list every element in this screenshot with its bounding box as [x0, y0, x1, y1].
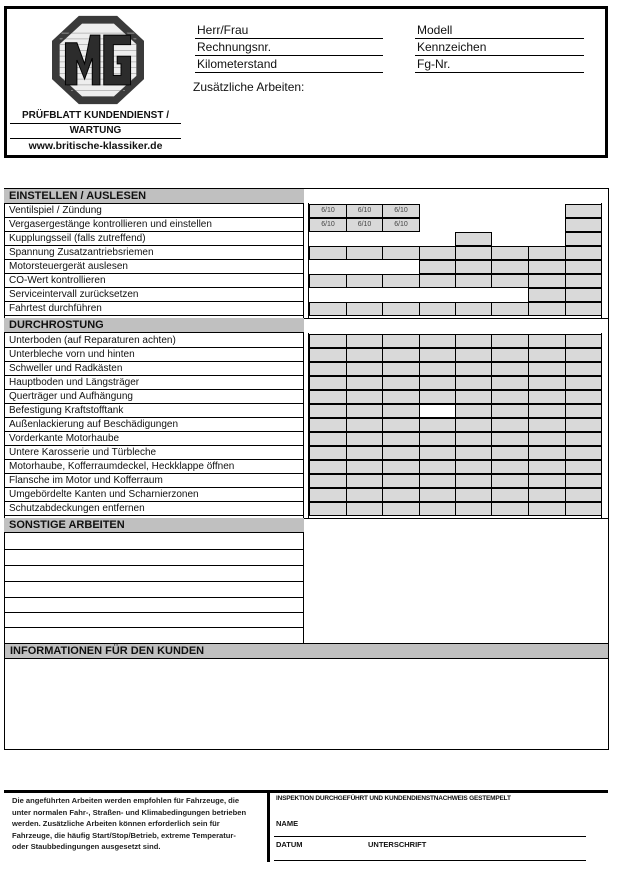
interval-checkbox[interactable] — [565, 390, 602, 404]
checklist-item: Untere Karosserie und Türbleche — [4, 446, 304, 460]
interval-checkbox[interactable] — [309, 390, 347, 404]
interval-checkbox[interactable] — [309, 404, 347, 418]
mg-logo-icon — [50, 14, 146, 106]
interval-checkbox[interactable] — [346, 418, 383, 432]
checklist-item: Serviceintervall zurücksetzen — [4, 288, 304, 302]
section-divider — [304, 318, 609, 319]
interval-checkbox[interactable] — [419, 502, 456, 516]
checklist-item: Schweller und Radkästen — [4, 362, 304, 376]
section-divider — [304, 518, 609, 519]
interval-checkbox[interactable] — [528, 432, 566, 446]
interval-checkbox[interactable] — [419, 348, 456, 362]
interval-checkbox[interactable] — [382, 348, 420, 362]
interval-checkbox[interactable] — [491, 488, 529, 502]
interval-checkbox[interactable]: 6/10 — [346, 204, 383, 218]
invoice-number-field[interactable]: Rechnungsnr. — [195, 39, 383, 56]
interval-checkbox[interactable] — [346, 390, 383, 404]
checklist-item: Unterbleche vorn und hinten — [4, 348, 304, 362]
interval-checkbox[interactable] — [565, 288, 602, 302]
interval-checkbox[interactable] — [565, 404, 602, 418]
interval-checkbox[interactable] — [346, 474, 383, 488]
interval-checkbox[interactable] — [309, 474, 347, 488]
form-title-line2: WARTUNG — [10, 125, 181, 139]
interval-checkbox[interactable] — [491, 274, 529, 288]
other-work-line[interactable] — [4, 550, 304, 566]
chassis-number-field[interactable]: Fg-Nr. — [415, 56, 584, 73]
interval-checkbox[interactable] — [382, 404, 420, 418]
interval-checkbox[interactable] — [346, 334, 383, 348]
footer-divider — [4, 790, 608, 793]
interval-checkbox[interactable] — [382, 474, 420, 488]
interval-checkbox[interactable] — [419, 404, 456, 418]
checklist-item: Motorsteuergerät auslesen — [4, 260, 304, 274]
license-plate-field[interactable]: Kennzeichen — [415, 39, 584, 56]
interval-checkbox[interactable] — [382, 376, 420, 390]
checklist-item: Kupplungsseil (falls zutreffend) — [4, 232, 304, 246]
disclaimer-text: Die angeführten Arbeiten werden empfohlen für Fahrzeuge, die unter normalen Fahr-, Straßen- und Klimabedingungen betrieben werden. Zusätzliche Arbeiten können erforderlich sein für Fahrzeuge, die häufig Start/Stop/Betrieb, extreme Temperatur- oder Staubbedingungen ausgesetzt sind. — [12, 796, 247, 851]
interval-checkbox[interactable] — [382, 432, 420, 446]
interval-checkbox[interactable] — [455, 334, 492, 348]
checklist-item: Querträger und Aufhängung — [4, 390, 304, 404]
other-work-line[interactable] — [4, 534, 304, 550]
interval-checkbox[interactable] — [309, 376, 347, 390]
interval-checkbox[interactable]: 6/10 — [309, 204, 347, 218]
interval-checkbox[interactable] — [491, 474, 529, 488]
name-line[interactable] — [274, 836, 586, 837]
footer-vertical-divider — [267, 790, 270, 862]
interval-checkbox[interactable] — [309, 432, 347, 446]
section-header-info: INFORMATIONEN FÜR DEN KUNDEN — [5, 644, 608, 659]
interval-checkbox[interactable] — [419, 488, 456, 502]
interval-checkbox[interactable] — [309, 334, 347, 348]
interval-checkbox[interactable] — [382, 488, 420, 502]
interval-checkbox[interactable] — [491, 418, 529, 432]
interval-checkbox[interactable] — [565, 362, 602, 376]
interval-checkbox[interactable] — [455, 376, 492, 390]
date-label: DATUM — [276, 840, 303, 849]
interval-checkbox[interactable] — [528, 404, 566, 418]
interval-checkbox[interactable] — [528, 362, 566, 376]
interval-checkbox[interactable] — [491, 502, 529, 516]
interval-checkbox[interactable] — [455, 260, 492, 274]
checklist-item: Motorhaube, Kofferraumdeckel, Heckklappe öffnen — [4, 460, 304, 474]
checklist-item: Fahrtest durchführen — [4, 302, 304, 316]
interval-checkbox[interactable] — [346, 362, 383, 376]
website-link[interactable]: www.britische-klassiker.de — [28, 140, 163, 152]
interval-checkbox[interactable] — [455, 418, 492, 432]
interval-checkbox[interactable] — [565, 274, 602, 288]
other-work-line[interactable] — [4, 566, 304, 582]
interval-checkbox[interactable]: 6/10 — [346, 218, 383, 232]
interval-checkbox[interactable] — [491, 460, 529, 474]
interval-checkbox[interactable] — [528, 274, 566, 288]
interval-checkbox[interactable] — [565, 218, 602, 232]
interval-checkbox[interactable] — [455, 404, 492, 418]
interval-checkbox[interactable] — [382, 390, 420, 404]
interval-checkbox[interactable] — [346, 302, 383, 316]
interval-checkbox[interactable] — [382, 446, 420, 460]
inspection-label: INSPEKTION DURCHGEFÜHRT UND KUNDENDIENSTNACHWEIS GESTEMPELT — [276, 795, 511, 802]
additional-work-label: Zusätzliche Arbeiten: — [193, 80, 305, 94]
interval-checkbox[interactable] — [528, 348, 566, 362]
customer-info-box[interactable] — [4, 643, 609, 750]
interval-checkbox[interactable] — [455, 488, 492, 502]
interval-checkbox[interactable] — [346, 274, 383, 288]
interval-checkbox[interactable] — [455, 232, 492, 246]
interval-checkbox[interactable] — [346, 446, 383, 460]
interval-checkbox[interactable] — [528, 446, 566, 460]
section-header-einstellen: EINSTELLEN / AUSLESEN — [4, 189, 304, 204]
interval-checkbox[interactable] — [528, 502, 566, 516]
interval-checkbox[interactable] — [528, 488, 566, 502]
interval-checkbox[interactable] — [309, 460, 347, 474]
interval-checkbox[interactable] — [491, 334, 529, 348]
checklist-item: Umgebördelte Kanten und Scharnierzonen — [4, 488, 304, 502]
interval-checkbox[interactable] — [419, 474, 456, 488]
interval-checkbox[interactable] — [528, 460, 566, 474]
interval-checkbox[interactable] — [382, 460, 420, 474]
checklist-item: Vorderkante Motorhaube — [4, 432, 304, 446]
interval-checkbox[interactable] — [565, 302, 602, 316]
interval-checkbox[interactable] — [491, 390, 529, 404]
interval-checkbox[interactable] — [491, 446, 529, 460]
interval-checkbox[interactable] — [346, 432, 383, 446]
checklist-item: Befestigung Kraftstofftank — [4, 404, 304, 418]
interval-checkbox[interactable] — [419, 302, 456, 316]
interval-checkbox[interactable] — [309, 246, 347, 260]
interval-checkbox[interactable] — [491, 362, 529, 376]
interval-checkbox[interactable] — [382, 362, 420, 376]
other-work-line[interactable] — [4, 612, 304, 628]
interval-checkbox[interactable] — [419, 418, 456, 432]
model-field[interactable]: Modell — [415, 22, 584, 39]
interval-checkbox[interactable] — [528, 246, 566, 260]
interval-checkbox[interactable] — [528, 376, 566, 390]
interval-checkbox[interactable] — [565, 432, 602, 446]
interval-checkbox[interactable] — [419, 274, 456, 288]
interval-checkbox[interactable] — [565, 446, 602, 460]
interval-checkbox[interactable] — [565, 260, 602, 274]
interval-checkbox[interactable] — [528, 334, 566, 348]
interval-checkbox[interactable] — [309, 348, 347, 362]
interval-checkbox[interactable] — [382, 502, 420, 516]
checklist-item: Hauptboden und Längsträger — [4, 376, 304, 390]
section-header-durchrostung: DURCHROSTUNG — [4, 318, 304, 333]
interval-checkbox[interactable]: 6/10 — [309, 218, 347, 232]
interval-checkbox[interactable] — [528, 260, 566, 274]
interval-checkbox[interactable] — [455, 362, 492, 376]
checklist-item: Spannung Zusatzantriebsriemen — [4, 246, 304, 260]
interval-checkbox[interactable] — [455, 460, 492, 474]
interval-checkbox[interactable] — [455, 446, 492, 460]
interval-checkbox[interactable] — [565, 460, 602, 474]
interval-checkbox[interactable] — [528, 302, 566, 316]
name-label: NAME — [276, 819, 299, 828]
interval-checkbox[interactable] — [309, 274, 347, 288]
interval-checkbox[interactable] — [419, 432, 456, 446]
interval-checkbox[interactable] — [491, 348, 529, 362]
checklist-item: Flansche im Motor und Kofferraum — [4, 474, 304, 488]
interval-checkbox[interactable] — [346, 348, 383, 362]
interval-checkbox[interactable] — [565, 348, 602, 362]
interval-checkbox[interactable] — [309, 362, 347, 376]
interval-checkbox[interactable] — [419, 260, 456, 274]
interval-checkbox[interactable] — [565, 488, 602, 502]
interval-checkbox[interactable] — [382, 274, 420, 288]
interval-checkbox[interactable] — [455, 432, 492, 446]
interval-checkbox[interactable] — [419, 334, 456, 348]
interval-checkbox[interactable]: 6/10 — [382, 218, 420, 232]
interval-checkbox[interactable] — [455, 390, 492, 404]
other-work-line[interactable] — [4, 582, 304, 598]
interval-checkbox[interactable] — [382, 418, 420, 432]
interval-checkbox[interactable] — [309, 418, 347, 432]
other-work-line[interactable] — [4, 597, 304, 613]
interval-checkbox[interactable] — [419, 246, 456, 260]
interval-checkbox[interactable] — [346, 488, 383, 502]
mileage-field[interactable]: Kilometerstand — [195, 56, 383, 73]
interval-checkbox[interactable] — [419, 390, 456, 404]
interval-checkbox[interactable] — [419, 446, 456, 460]
interval-checkbox[interactable] — [309, 302, 347, 316]
checklist-item: Vergasergestänge kontrollieren und einstellen — [4, 218, 304, 232]
interval-checkbox[interactable] — [455, 474, 492, 488]
interval-checkbox[interactable] — [346, 502, 383, 516]
interval-checkbox[interactable] — [455, 502, 492, 516]
interval-checkbox[interactable] — [565, 232, 602, 246]
interval-checkbox[interactable] — [382, 302, 420, 316]
interval-checkbox[interactable] — [455, 274, 492, 288]
interval-checkbox[interactable] — [419, 376, 456, 390]
interval-checkbox[interactable] — [455, 302, 492, 316]
interval-checkbox[interactable] — [565, 204, 602, 218]
signature-label: UNTERSCHRIFT — [368, 840, 427, 849]
interval-checkbox[interactable] — [491, 404, 529, 418]
interval-checkbox[interactable] — [528, 288, 566, 302]
interval-checkbox[interactable] — [565, 246, 602, 260]
interval-checkbox[interactable] — [565, 418, 602, 432]
section-header-sonstige: SONSTIGE ARBEITEN — [4, 518, 304, 533]
signature-line[interactable] — [274, 860, 586, 861]
form-title-line1: PRÜFBLATT KUNDENDIENST / — [10, 110, 181, 124]
interval-checkbox[interactable] — [528, 390, 566, 404]
interval-checkbox[interactable] — [346, 460, 383, 474]
checklist-item: Schutzabdeckungen entfernen — [4, 502, 304, 516]
checklist-item: CO-Wert kontrollieren — [4, 274, 304, 288]
interval-checkbox[interactable] — [491, 432, 529, 446]
interval-checkbox[interactable] — [419, 460, 456, 474]
interval-checkbox[interactable]: 6/10 — [382, 204, 420, 218]
interval-checkbox[interactable] — [565, 474, 602, 488]
interval-checkbox[interactable] — [455, 348, 492, 362]
interval-checkbox[interactable] — [455, 246, 492, 260]
interval-checkbox[interactable] — [382, 334, 420, 348]
checklist-item: Unterboden (auf Reparaturen achten) — [4, 334, 304, 348]
interval-checkbox[interactable] — [565, 334, 602, 348]
interval-checkbox[interactable] — [491, 246, 529, 260]
interval-checkbox[interactable] — [491, 302, 529, 316]
interval-checkbox[interactable] — [565, 376, 602, 390]
interval-checkbox[interactable] — [309, 502, 347, 516]
interval-checkbox[interactable] — [309, 488, 347, 502]
interval-checkbox[interactable] — [528, 474, 566, 488]
interval-checkbox[interactable] — [565, 502, 602, 516]
interval-checkbox[interactable] — [346, 404, 383, 418]
interval-checkbox[interactable] — [419, 362, 456, 376]
interval-checkbox[interactable] — [382, 246, 420, 260]
interval-checkbox[interactable] — [346, 246, 383, 260]
interval-checkbox[interactable] — [309, 446, 347, 460]
checklist-item: Außenlackierung auf Beschädigungen — [4, 418, 304, 432]
checklist-item: Ventilspiel / Zündung — [4, 204, 304, 218]
interval-checkbox[interactable] — [491, 260, 529, 274]
interval-checkbox[interactable] — [528, 418, 566, 432]
interval-checkbox[interactable] — [346, 376, 383, 390]
customer-name-field[interactable]: Herr/Frau — [195, 22, 383, 39]
interval-checkbox[interactable] — [491, 376, 529, 390]
